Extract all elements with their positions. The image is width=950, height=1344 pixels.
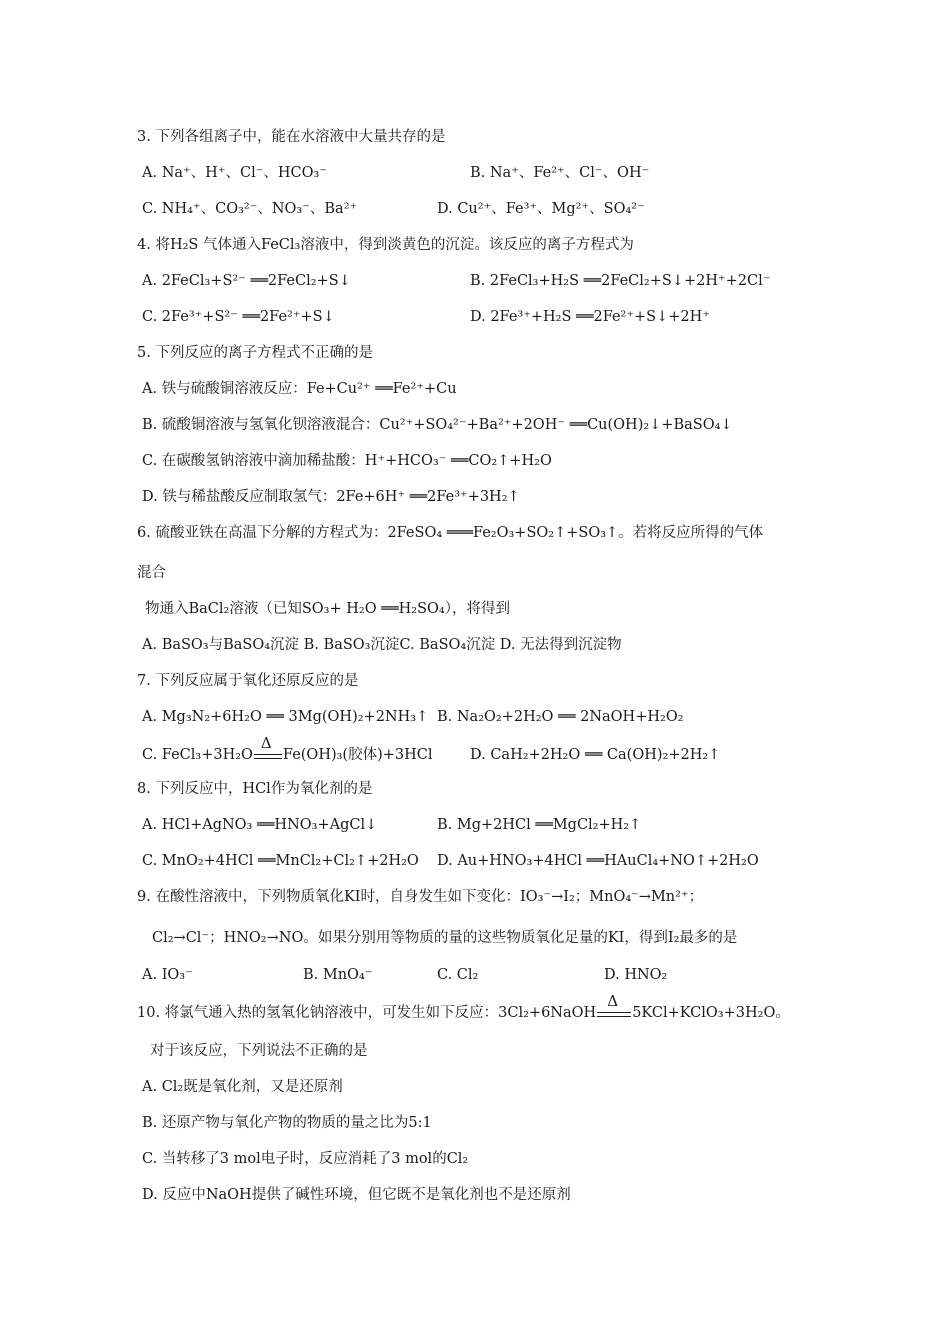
q10-option-b: B. 还原产物与氧化产物的物质的量之比为5:1 [142, 1115, 432, 1131]
q3-option-c: C. NH₄⁺、CO₃²⁻、NO₃⁻、Ba²⁺ [142, 201, 358, 217]
q4-option-d: D. 2Fe³⁺+H₂S ══2Fe²⁺+S↓+2H⁺ [470, 309, 710, 325]
q7-option-a: A. Mg₃N₂+6H₂O ══ 3Mg(OH)₂+2NH₃↑ [142, 709, 429, 725]
q3-option-d: D. Cu²⁺、Fe³⁺、Mg²⁺、SO₄²⁻ [437, 201, 645, 217]
q6-stem: 6. 硫酸亚铁在高温下分解的方程式为：2FeSO₄ ═══Fe₂O₃+SO₂↑+SO₃↑。若将反应所得的气体 [137, 525, 764, 541]
q4-option-c: C. 2Fe³⁺+S²⁻ ══2Fe²⁺+S↓ [142, 309, 335, 325]
q8-option-d: D. Au+HNO₃+4HCl ══HAuCl₄+NO↑+2H₂O [437, 853, 759, 869]
q5-option-c: C. 在碳酸氢钠溶液中滴加稀盐酸：H⁺+HCO₃⁻ ══CO₂↑+H₂O [142, 453, 552, 469]
q9-stem: 9. 在酸性溶液中，下列物质氧化KI时，自身发生如下变化：IO₃⁻→I₂；MnO₄⁻→Mn²⁺； [137, 889, 704, 905]
q3-stem: 3. 下列各组离子中，能在水溶液中大量共存的是 [137, 129, 446, 145]
double-line [254, 754, 282, 759]
q4-option-a: A. 2FeCl₃+S²⁻ ══2FeCl₂+S↓ [142, 273, 351, 289]
q10-option-a: A. Cl₂既是氧化剂，又是还原剂 [142, 1079, 343, 1095]
q9-option-c: C. Cl₂ [437, 967, 479, 983]
q8-option-b: B. Mg+2HCl ══MgCl₂+H₂↑ [437, 817, 642, 833]
q3-option-a: A. Na⁺、H⁺、Cl⁻、HCO₃⁻ [142, 165, 327, 181]
q6-stem-cont2: 物通入BaCl₂溶液（已知SO₃+ H₂O ══H₂SO₄），将得到 [145, 601, 510, 617]
heat-delta: Δ [260, 734, 272, 752]
q7-option-c [142, 734, 433, 765]
q7-option-b: B. Na₂O₂+2H₂O ══ 2NaOH+H₂O₂ [437, 709, 684, 725]
q4-option-b: B. 2FeCl₃+H₂S ══2FeCl₂+S↓+2H⁺+2Cl⁻ [470, 273, 771, 289]
q4-stem: 4. 将H₂S 气体通入FeCl₃溶液中，得到淡黄色的沉淀。该反应的离子方程式为 [137, 237, 634, 253]
q10-stem [137, 992, 790, 1023]
q5-stem: 5. 下列反应的离子方程式不正确的是 [137, 345, 373, 361]
q8-option-c: C. MnO₂+4HCl ══MnCl₂+Cl₂↑+2H₂O [142, 853, 419, 869]
q8-option-a: A. HCl+AgNO₃ ══HNO₃+AgCl↓ [142, 817, 378, 833]
q7-option-c-reactants: C. FeCl₃+3H₂O [142, 747, 253, 763]
q9-option-b: B. MnO₄⁻ [303, 967, 373, 983]
q7-option-d: D. CaH₂+2H₂O ══ Ca(OH)₂+2H₂↑ [470, 747, 721, 763]
q6-options: A. BaSO₃与BaSO₄沉淀 B. BaSO₃沉淀C. BaSO₄沉淀 D. 无法得到沉淀物 [142, 637, 622, 653]
q8-stem: 8. 下列反应中，HCl作为氧化剂的是 [137, 781, 373, 797]
q9-option-a: A. IO₃⁻ [142, 967, 193, 983]
q9-option-d: D. HNO₂ [604, 967, 668, 983]
q10-stem-post: 5KCl+KClO₃+3H₂O。 [632, 1005, 790, 1021]
q10-option-d: D. 反应中NaOH提供了碱性环境，但它既不是氧化剂也不是还原剂 [142, 1187, 571, 1203]
q9-stem-cont: Cl₂→Cl⁻；HNO₂→NO。如果分别用等物质的量的这些物质氧化足量的KI，得到I₂最多的是 [152, 930, 738, 946]
q10-stem-pre: 10. 将氯气通入热的氢氧化钠溶液中，可发生如下反应：3Cl₂+6NaOH [137, 1005, 597, 1021]
heat-equals-sign [253, 734, 283, 765]
q10-option-c: C. 当转移了3 mol电子时，反应消耗了3 mol的Cl₂ [142, 1151, 469, 1167]
heat-equals-sign [596, 992, 632, 1023]
double-line [597, 1012, 631, 1017]
q7-option-c-products: Fe(OH)₃(胶体)+3HCl [282, 747, 433, 763]
q6-stem-cont: 混合 [137, 565, 166, 581]
q10-stem-cont: 对于该反应，下列说法不正确的是 [150, 1043, 368, 1059]
q3-option-b: B. Na⁺、Fe²⁺、Cl⁻、OH⁻ [470, 165, 650, 181]
q5-option-b: B. 硫酸铜溶液与氢氧化钡溶液混合：Cu²⁺+SO₄²⁻+Ba²⁺+2OH⁻ ══Cu(OH)₂↓+BaSO₄↓ [142, 417, 733, 433]
q5-option-a: A. 铁与硫酸铜溶液反应：Fe+Cu²⁺ ══Fe²⁺+Cu [142, 381, 457, 397]
q5-option-d: D. 铁与稀盐酸反应制取氢气：2Fe+6H⁺ ══2Fe³⁺+3H₂↑ [142, 489, 520, 505]
heat-delta: Δ [607, 992, 619, 1010]
q7-stem: 7. 下列反应属于氧化还原反应的是 [137, 673, 359, 689]
